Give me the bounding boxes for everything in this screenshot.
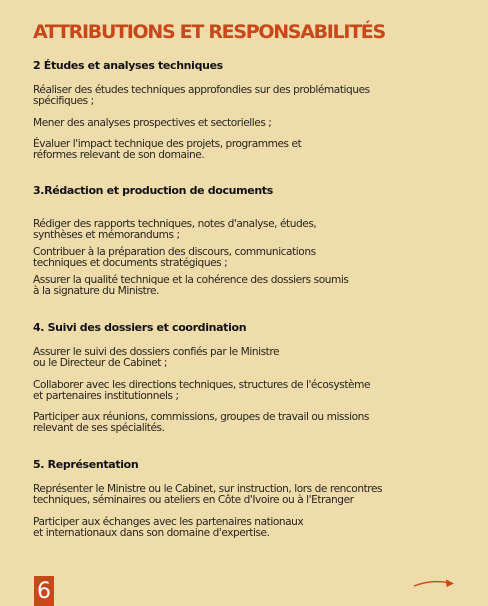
paragraph-suivi-2: Collaborer avec les directions techniques, structures de l'écosystème et partenaires institutionnels ;	[33, 379, 371, 402]
section-heading-redaction: 3.Rédaction et production de documents	[33, 184, 273, 197]
arrow-right-icon[interactable]	[412, 576, 456, 590]
paragraph-redaction-3: Assurer la qualité technique et la cohérence des dossiers soumis à la signature du Ministre.	[33, 274, 349, 297]
paragraph-representation-1: Représenter le Ministre ou le Cabinet, sur instruction, lors de rencontres techniques, séminaires ou ateliers en Côte d'Ivoire ou à l'Etranger	[33, 483, 383, 506]
section-heading-representation: 5. Représentation	[33, 458, 139, 471]
paragraph-etudes-2: Mener des analyses prospectives et sectorielles ;	[33, 117, 272, 129]
section-heading-etudes: 2 Études et analyses techniques	[33, 59, 223, 72]
section-heading-suivi: 4. Suivi des dossiers et coordination	[33, 321, 247, 334]
paragraph-representation-2: Participer aux échanges avec les partenaires nationaux et internationaux dans son domaine d'expertise.	[33, 516, 304, 539]
paragraph-suivi-1: Assurer le suivi des dossiers confiés par le Ministre ou le Directeur de Cabinet ;	[33, 346, 280, 369]
paragraph-redaction-2: Contribuer à la préparation des discours, communications techniques et documents stratégiques ;	[33, 246, 316, 269]
paragraph-etudes-3: Évaluer l'impact technique des projets, programmes et réformes relevant de son domaine.	[33, 138, 302, 161]
page-title: ATTRIBUTIONS ET RESPONSABILITÉS	[33, 21, 385, 43]
page-number-tab	[34, 576, 54, 606]
paragraph-suivi-3: Participer aux réunions, commissions, groupes de travail ou missions relevant de ses spécialités.	[33, 411, 369, 434]
paragraph-etudes-1: Réaliser des études techniques approfondies sur des problématiques spécifiques ;	[33, 84, 370, 107]
page-number: 6	[37, 579, 51, 604]
paragraph-redaction-1: Rédiger des rapports techniques, notes d'analyse, études, synthèses et mémorandums ;	[33, 218, 317, 241]
